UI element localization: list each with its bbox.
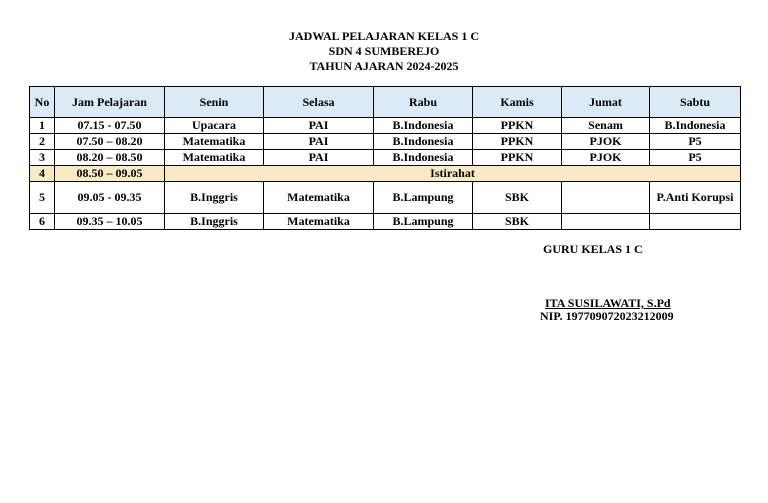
cell-rabu: B.Lampung [374, 214, 473, 230]
title-line-1: JADWAL PELAJARAN KELAS 1 C [288, 29, 480, 43]
cell-selasa: PAI [264, 134, 374, 150]
signature-name: ITA SUSILAWATI, S.Pd [545, 296, 671, 310]
cell-selasa: Matematika [264, 214, 374, 230]
cell-jam: 08.50 – 09.05 [55, 166, 165, 182]
column-header-sabtu: Sabtu [650, 87, 741, 118]
column-header-senin: Senin [165, 87, 264, 118]
cell-no: 4 [30, 166, 55, 182]
cell-istirahat: Istirahat [165, 166, 741, 182]
table-row [30, 134, 741, 150]
cell-jam: 07.50 – 08.20 [55, 134, 165, 150]
cell-senin: Matematika [165, 134, 264, 150]
title-line-2: SDN 4 SUMBEREJO [328, 44, 440, 58]
cell-no: 6 [30, 214, 55, 230]
cell-senin: Matematika [165, 150, 264, 166]
cell-sabtu: B.Indonesia [650, 118, 741, 134]
signature-role: GURU KELAS 1 C [543, 242, 643, 256]
cell-senin: Upacara [165, 118, 264, 134]
cell-jumat: Senam [562, 118, 650, 134]
column-header-jam: Jam Pelajaran [55, 87, 165, 118]
title-line-3: TAHUN AJARAN 2024-2025 [309, 59, 459, 73]
cell-senin: B.Inggris [165, 214, 264, 230]
cell-kamis: SBK [473, 214, 562, 230]
cell-selasa: Matematika [264, 182, 374, 214]
document-title [0, 29, 768, 74]
table-row-break [30, 166, 741, 182]
column-header-rabu: Rabu [374, 87, 473, 118]
column-header-kamis: Kamis [473, 87, 562, 118]
column-header-jumat: Jumat [562, 87, 650, 118]
cell-selasa: PAI [264, 118, 374, 134]
cell-selasa: PAI [264, 150, 374, 166]
cell-jumat [562, 182, 650, 214]
cell-kamis: PPKN [473, 118, 562, 134]
cell-jam: 09.35 – 10.05 [55, 214, 165, 230]
schedule-table [29, 86, 741, 230]
table-header-row [30, 87, 741, 118]
cell-rabu: B.Lampung [374, 182, 473, 214]
cell-sabtu: P.Anti Korupsi [650, 182, 741, 214]
cell-jam: 09.05 - 09.35 [55, 182, 165, 214]
cell-no: 3 [30, 150, 55, 166]
cell-sabtu: P5 [650, 150, 741, 166]
cell-no: 1 [30, 118, 55, 134]
cell-kamis: PPKN [473, 150, 562, 166]
table-row [30, 214, 741, 230]
cell-jumat: PJOK [562, 134, 650, 150]
cell-jumat [562, 214, 650, 230]
cell-kamis: SBK [473, 182, 562, 214]
cell-rabu: B.Indonesia [374, 134, 473, 150]
cell-sabtu [650, 214, 741, 230]
cell-jam: 07.15 - 07.50 [55, 118, 165, 134]
cell-jam: 08.20 – 08.50 [55, 150, 165, 166]
cell-sabtu: P5 [650, 134, 741, 150]
cell-no: 2 [30, 134, 55, 150]
cell-senin: B.Inggris [165, 182, 264, 214]
cell-rabu: B.Indonesia [374, 118, 473, 134]
column-header-no: No [30, 87, 55, 118]
table-row [30, 182, 741, 214]
cell-kamis: PPKN [473, 134, 562, 150]
table-row [30, 150, 741, 166]
cell-jumat: PJOK [562, 150, 650, 166]
table-row [30, 118, 741, 134]
cell-rabu: B.Indonesia [374, 150, 473, 166]
column-header-selasa: Selasa [264, 87, 374, 118]
signature-nip: NIP. 197709072023212009 [540, 309, 674, 323]
cell-no: 5 [30, 182, 55, 214]
